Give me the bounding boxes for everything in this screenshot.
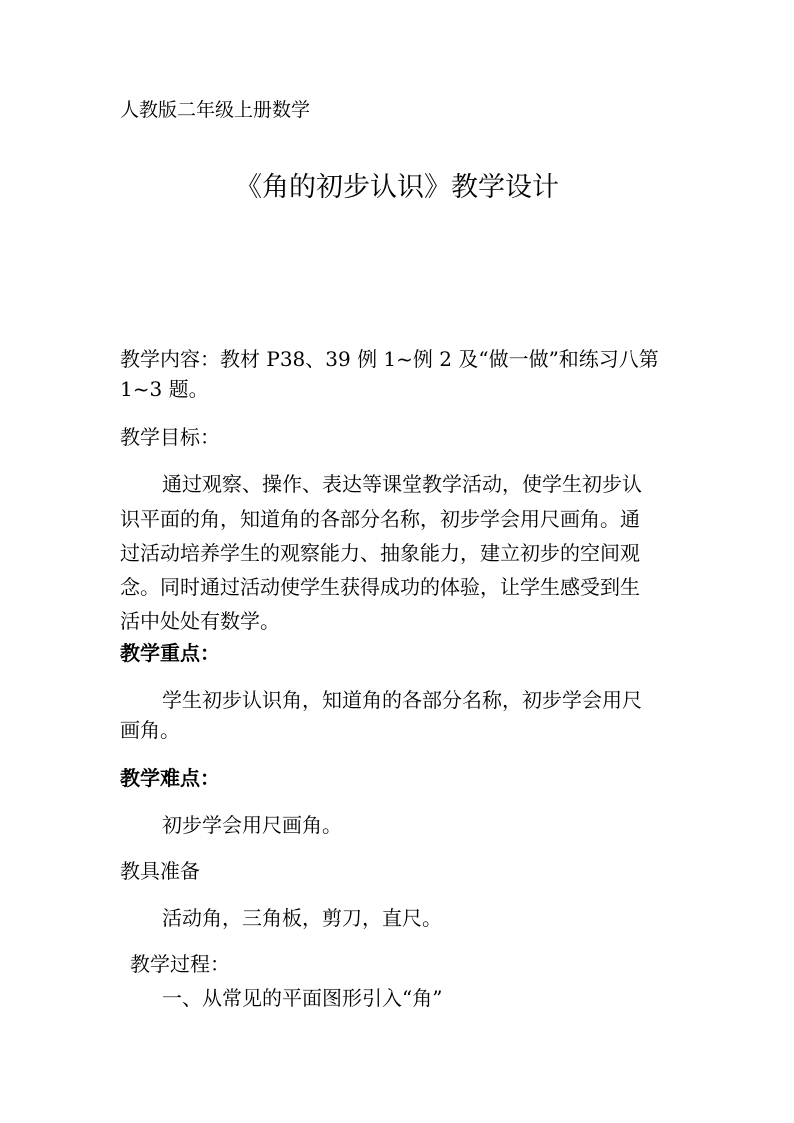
teaching-content-line-1: 教学内容：教材 P38、39 例 1~例 2 及“做一做”和练习八第 (120, 347, 659, 371)
key-points-heading: 教学重点： (120, 641, 220, 665)
teaching-content-line-2: 1~3 题。 (120, 377, 209, 401)
objectives-line-3: 过活动培养学生的观察能力、抽象能力，建立初步的空间观 (120, 541, 640, 565)
tools-heading: 教具准备 (120, 859, 200, 883)
objectives-line-5: 活中处处有数学。 (120, 609, 280, 633)
process-step-1: 一、从常见的平面图形引入“角” (162, 986, 443, 1010)
document-title: 《角的初步认识》教学设计 (235, 172, 559, 203)
key-points-line-1: 学生初步认识角，知道角的各部分名称，初步学会用尺 (162, 688, 642, 712)
difficulties-line-1: 初步学会用尺画角。 (162, 813, 342, 837)
document-subtitle: 人教版二年级上册数学 (120, 99, 311, 121)
objectives-line-1: 通过观察、操作、表达等课堂教学活动，使学生初步认 (162, 472, 642, 496)
key-points-line-2: 画角。 (120, 718, 180, 742)
objectives-heading: 教学目标： (120, 425, 220, 449)
objectives-line-2: 识平面的角，知道角的各部分名称，初步学会用尺画角。通 (120, 507, 640, 531)
objectives-line-4: 念。同时通过活动使学生获得成功的体验，让学生感受到生 (120, 575, 640, 599)
process-heading: 教学过程： (130, 952, 230, 976)
difficulties-heading: 教学难点： (120, 766, 220, 790)
tools-line-1: 活动角，三角板，剪刀，直尺。 (162, 906, 442, 930)
